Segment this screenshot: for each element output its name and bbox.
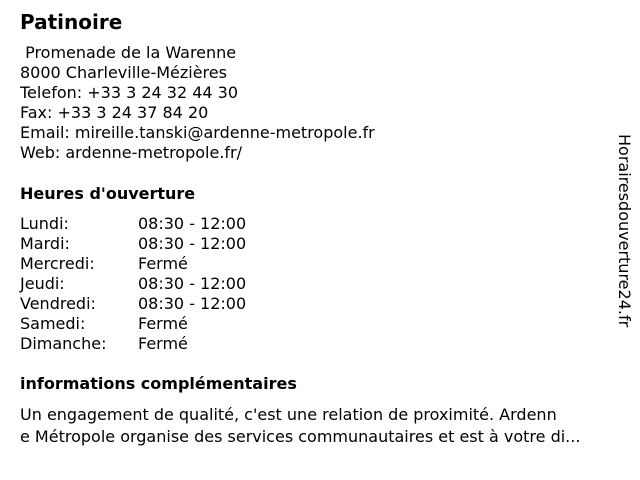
site-watermark: Horairesdouverture24.fr — [615, 134, 634, 328]
info-paragraph — [20, 404, 632, 448]
hours-row — [20, 234, 246, 254]
time-value: Fermé — [138, 314, 188, 333]
phone-number: Telefon: +33 3 24 32 44 30 — [20, 83, 239, 102]
day-label: Mardi: — [20, 234, 70, 253]
day-label: Jeudi: — [20, 274, 65, 293]
fax-number: Fax: +33 3 24 37 84 20 — [20, 103, 209, 122]
website: Web: ardenne-metropole.fr/ — [20, 143, 242, 162]
email-address: Email: mireille.tanski@ardenne-metropole.fr — [20, 123, 375, 142]
info-heading: informations complémentaires — [20, 374, 297, 393]
hours-row — [20, 254, 246, 274]
time-value: 08:30 - 12:00 — [138, 274, 247, 293]
city-address: 8000 Charleville-Mézières — [20, 63, 227, 82]
page-title: Patinoire — [20, 10, 123, 34]
street-address: Promenade de la Warenne — [20, 43, 237, 62]
day-label: Mercredi: — [20, 254, 95, 273]
hours-row — [20, 294, 246, 314]
day-label: Samedi: — [20, 314, 86, 333]
time-value: 08:30 - 12:00 — [138, 294, 247, 313]
time-value: Fermé — [138, 254, 188, 273]
info-line: e Métropole organise des services communautaires et est à votre di... — [20, 427, 581, 446]
hours-table — [20, 214, 246, 354]
time-value: 08:30 - 12:00 — [138, 234, 247, 253]
contact-block — [20, 43, 375, 163]
hours-row — [20, 334, 246, 354]
time-value: Fermé — [138, 334, 188, 353]
info-line: Un engagement de qualité, c'est une relation de proximité. Ardenn — [20, 405, 557, 424]
hours-heading: Heures d'ouverture — [20, 184, 196, 203]
hours-row — [20, 274, 246, 294]
hours-row — [20, 214, 246, 234]
day-label: Vendredi: — [20, 294, 96, 313]
time-value: 08:30 - 12:00 — [138, 214, 247, 233]
day-label: Lundi: — [20, 214, 69, 233]
day-label: Dimanche: — [20, 334, 107, 353]
hours-row — [20, 314, 246, 334]
